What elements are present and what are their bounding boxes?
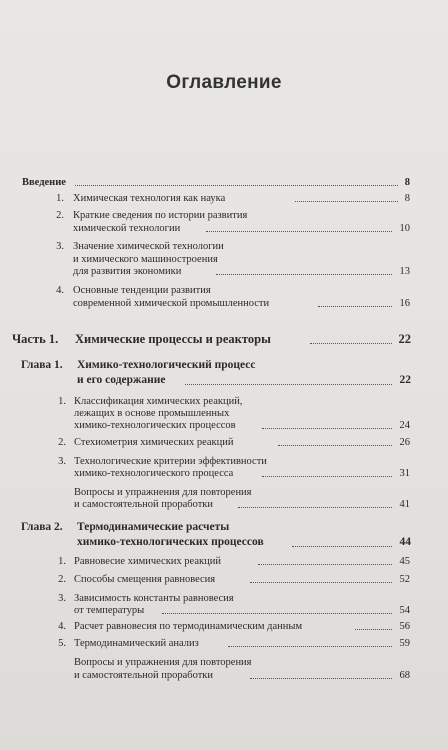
toc-text: Зависимость константы равновесия (74, 593, 234, 604)
toc-text: для развития экономики (73, 266, 182, 277)
toc-text: Термодинамический анализ (74, 638, 199, 649)
toc-page: 45 (399, 556, 410, 567)
toc-page: 24 (399, 420, 410, 431)
page-title: Оглавление (166, 72, 282, 93)
toc-text: химико-технологического процесса (74, 468, 234, 479)
toc-label: Введение (22, 177, 66, 188)
toc-text: Равновесие химических реакций (74, 556, 221, 567)
toc-number: 4. (58, 621, 66, 632)
leader-dots (216, 274, 392, 275)
toc-page: 13 (399, 266, 410, 277)
leader-dots (250, 582, 392, 583)
toc-number: 2. (58, 437, 66, 448)
toc-text: лежащих в основе промышленных (74, 408, 230, 419)
toc-number: 2. (58, 574, 66, 585)
toc-number: 1. (58, 396, 66, 407)
toc-text: Классификация химических реакций, (74, 396, 243, 407)
toc-text: и самостоятельной проработки (74, 670, 214, 681)
toc-text: и самостоятельной проработки (74, 499, 214, 510)
toc-text: Способы смещения равновесия (74, 574, 216, 585)
toc-text: Значение химической технологии (73, 241, 224, 252)
toc-text: Химическая технология как наука (73, 193, 226, 204)
toc-text: Химико-технологический процесс (77, 359, 256, 371)
leader-dots (75, 185, 398, 186)
toc-text: от температуры (74, 605, 145, 616)
toc-text: Основные тенденции развития (73, 285, 211, 296)
toc-page: 54 (399, 605, 410, 616)
toc-page: 59 (399, 638, 410, 649)
toc-number: 2. (56, 210, 64, 221)
toc-text: Стехиометрия химических реакций (74, 437, 234, 448)
toc-page: 22 (398, 332, 411, 346)
toc-page: 41 (399, 499, 410, 510)
leader-dots (258, 564, 392, 565)
toc-text: Технологические критерии эффективности (74, 456, 267, 467)
toc-page: 22 (399, 374, 411, 386)
toc-text: и химического машиностроения (73, 254, 218, 265)
leader-dots (250, 678, 392, 679)
toc-number: 5. (58, 638, 66, 649)
toc-text: Расчет равновесия по термодинамическим данным (74, 621, 303, 632)
leader-dots (185, 384, 392, 385)
toc-page: 68 (399, 670, 410, 681)
toc-text: современной химической промышленности (73, 298, 270, 309)
leader-dots (262, 476, 392, 477)
toc-page: 52 (399, 574, 410, 585)
toc-page: 26 (399, 437, 410, 448)
toc-number: 1. (56, 193, 64, 204)
toc-page: 8 (404, 177, 410, 188)
toc-text: химико-технологических процессов (77, 536, 264, 548)
toc-label: Часть 1. (12, 332, 59, 346)
toc-text: Краткие сведения по истории развития (73, 210, 248, 221)
toc-number: 4. (56, 285, 64, 296)
leader-dots (278, 445, 392, 446)
toc-page: 56 (399, 621, 410, 632)
leader-dots (228, 646, 392, 647)
toc-number: 3. (56, 241, 64, 252)
toc-text: химико-технологических процессов (74, 420, 236, 431)
toc-text: Химические процессы и реакторы (75, 332, 271, 346)
leader-dots (162, 613, 392, 614)
toc-page: 10 (399, 223, 410, 234)
leader-dots (206, 231, 392, 232)
toc-label: Глава 1. (21, 359, 63, 371)
toc-text: химической технологии (73, 223, 181, 234)
toc-page: 8 (404, 193, 410, 204)
toc-text: Вопросы и упражнения для повторения (74, 657, 252, 668)
toc-page: 31 (399, 468, 410, 479)
toc-text: и его содержание (77, 374, 166, 386)
toc-number: 3. (58, 593, 66, 604)
leader-dots (310, 343, 392, 344)
leader-dots (238, 507, 392, 508)
toc-text: Вопросы и упражнения для повторения (74, 487, 252, 498)
toc-number: 1. (58, 556, 66, 567)
toc-page: 44 (399, 536, 411, 548)
toc-label: Глава 2. (21, 521, 63, 533)
leader-dots (292, 546, 392, 547)
toc-number: 3. (58, 456, 66, 467)
leader-dots (262, 428, 392, 429)
toc-text: Термодинамические расчеты (77, 521, 230, 533)
toc-page: 16 (399, 298, 410, 309)
